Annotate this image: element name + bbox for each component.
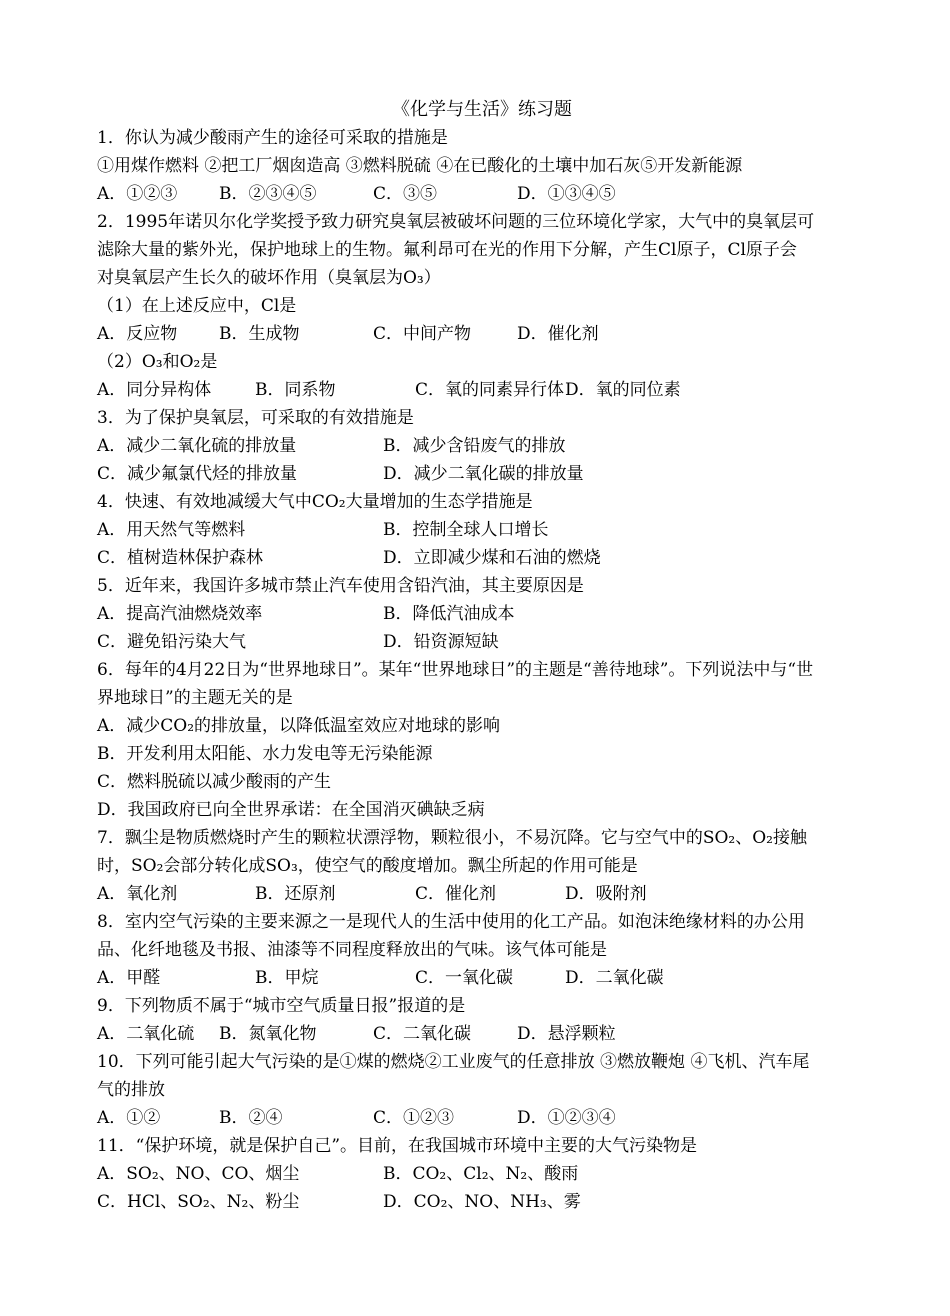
answer-option: B．生成物	[219, 324, 300, 344]
answer-option: B．甲烷	[255, 968, 319, 988]
answer-option: D．悬浮颗粒	[517, 1024, 616, 1044]
text-line: 2．1995年诺贝尔化学奖授予致力研究臭氧层被破坏问题的三位环境化学家，大气中的臭氧层可	[97, 212, 815, 232]
answer-option: D．吸附剂	[565, 884, 647, 904]
option-row	[97, 1188, 867, 1216]
text-line: D．我国政府已向全世界承诺：在全国消灭碘缺乏病	[97, 800, 485, 820]
answer-option: D．立即减少煤和石油的燃烧	[383, 548, 601, 568]
text-line: （2）O₃和O₂是	[97, 352, 218, 372]
text-line: 6．每年的4月22日为“世界地球日”。某年“世界地球日”的主题是“善待地球”。下列说法中与“世	[97, 660, 814, 680]
text-line: 滤除大量的紫外光，保护地球上的生物。氟利昂可在光的作用下分解，产生Cl原子，Cl原子会	[97, 240, 797, 260]
answer-option: D．二氧化碳	[565, 968, 664, 988]
text-line: 气的排放	[97, 1080, 165, 1100]
option-row	[97, 460, 867, 488]
answer-option: C．氧的同素异行体	[415, 380, 565, 400]
worksheet	[97, 96, 867, 1216]
answer-option: A．同分异构体	[97, 380, 212, 400]
answer-option: C．二氧化碳	[373, 1024, 472, 1044]
answer-option: C．③⑤	[373, 184, 438, 204]
answer-option: D．铅资源短缺	[383, 632, 499, 652]
answer-option: C．HCl、SO₂、N₂、粉尘	[97, 1192, 300, 1212]
answer-option: D．①②③④	[517, 1108, 616, 1128]
answer-option: A．甲醛	[97, 968, 161, 988]
option-row	[97, 376, 867, 404]
text-line: 时，SO₂会部分转化成SO₃，使空气的酸度增加。飘尘所起的作用可能是	[97, 856, 638, 876]
option-row	[97, 1020, 867, 1048]
answer-option: B．氮氧化物	[219, 1024, 317, 1044]
answer-option: C．避免铅污染大气	[97, 632, 247, 652]
answer-option: A．反应物	[97, 324, 178, 344]
option-row	[97, 516, 867, 544]
option-row	[97, 320, 867, 348]
answer-option: A．二氧化硫	[97, 1024, 195, 1044]
answer-option: C．中间产物	[373, 324, 472, 344]
answer-option: A．①②③	[97, 184, 178, 204]
option-row	[97, 544, 867, 572]
option-row	[97, 628, 867, 656]
text-line: A．减少CO₂的排放量，以降低温室效应对地球的影响	[97, 716, 501, 736]
text-line: 1．你认为减少酸雨产生的途径可采取的措施是	[97, 128, 448, 148]
answer-option: A．SO₂、NO、CO、烟尘	[97, 1164, 300, 1184]
answer-option: B．CO₂、Cl₂、N₂、酸雨	[383, 1164, 579, 1184]
text-line: 界地球日”的主题无关的是	[97, 688, 293, 708]
answer-option: A．提高汽油燃烧效率	[97, 604, 263, 624]
answer-option: D．CO₂、NO、NH₃、雾	[383, 1192, 581, 1212]
answer-option: C．一氧化碳	[415, 968, 514, 988]
text-line: （1）在上述反应中，Cl是	[97, 296, 297, 316]
answer-option: B．②④	[219, 1108, 283, 1128]
text-line: 品、化纤地毯及书报、油漆等不同程度释放出的气味。该气体可能是	[97, 940, 607, 960]
text-line: 3．为了保护臭氧层，可采取的有效措施是	[97, 408, 414, 428]
answer-option: C．催化剂	[415, 884, 497, 904]
option-row	[97, 600, 867, 628]
text-line: B．开发利用太阳能、水力发电等无污染能源	[97, 744, 433, 764]
answer-option: B．控制全球人口增长	[383, 520, 549, 540]
text-line: C．燃料脱硫以减少酸雨的产生	[97, 772, 332, 792]
answer-option: A．氧化剂	[97, 884, 178, 904]
answer-option: D．氧的同位素	[565, 380, 681, 400]
option-row	[97, 1104, 867, 1132]
answer-option: B．还原剂	[255, 884, 336, 904]
answer-option: B．②③④⑤	[219, 184, 317, 204]
answer-option: B．降低汽油成本	[383, 604, 515, 624]
text-line: 10．下列可能引起大气污染的是①煤的燃烧②工业废气的任意排放 ③燃放鞭炮 ④飞机、汽车尾	[97, 1052, 810, 1072]
answer-option: D．催化剂	[517, 324, 599, 344]
option-row	[97, 964, 867, 992]
answer-option: A．用天然气等燃料	[97, 520, 246, 540]
answer-option: B．减少含铅废气的排放	[383, 436, 566, 456]
worksheet-body	[97, 124, 867, 1216]
text-line: 8．室内空气污染的主要来源之一是现代人的生活中使用的化工产品。如泡沫绝缘材料的办公用	[97, 912, 805, 932]
option-row	[97, 1160, 867, 1188]
option-row	[97, 880, 867, 908]
answer-option: D．减少二氧化碳的排放量	[383, 464, 584, 484]
answer-option: A．减少二氧化硫的排放量	[97, 436, 297, 456]
answer-option: B．同系物	[255, 380, 336, 400]
option-row	[97, 180, 867, 208]
worksheet-title: 《化学与生活》练习题	[392, 99, 572, 120]
option-row	[97, 432, 867, 460]
text-line: 4．快速、有效地减缓大气中CO₂大量增加的生态学措施是	[97, 492, 533, 512]
text-line: 5．近年来，我国许多城市禁止汽车使用含铅汽油，其主要原因是	[97, 576, 584, 596]
text-line: ①用煤作燃料 ②把工厂烟囱造高 ③燃料脱硫 ④在已酸化的土壤中加石灰⑤开发新能源	[97, 156, 743, 176]
text-line: 7．飘尘是物质燃烧时产生的颗粒状漂浮物，颗粒很小，不易沉降。它与空气中的SO₂、O₂接触	[97, 828, 807, 848]
answer-option: A．①②	[97, 1108, 161, 1128]
answer-option: C．减少氟氯代烃的排放量	[97, 464, 298, 484]
text-line: 11．“保护环境，就是保护自己”。目前，在我国城市环境中主要的大气污染物是	[97, 1136, 698, 1156]
text-line: 对臭氧层产生长久的破坏作用（臭氧层为O₃）	[97, 268, 441, 288]
text-line: 9．下列物质不属于“城市空气质量日报”报道的是	[97, 996, 466, 1016]
answer-option: C．①②③	[373, 1108, 455, 1128]
answer-option: D．①③④⑤	[517, 184, 616, 204]
answer-option: C．植树造林保护森林	[97, 548, 264, 568]
